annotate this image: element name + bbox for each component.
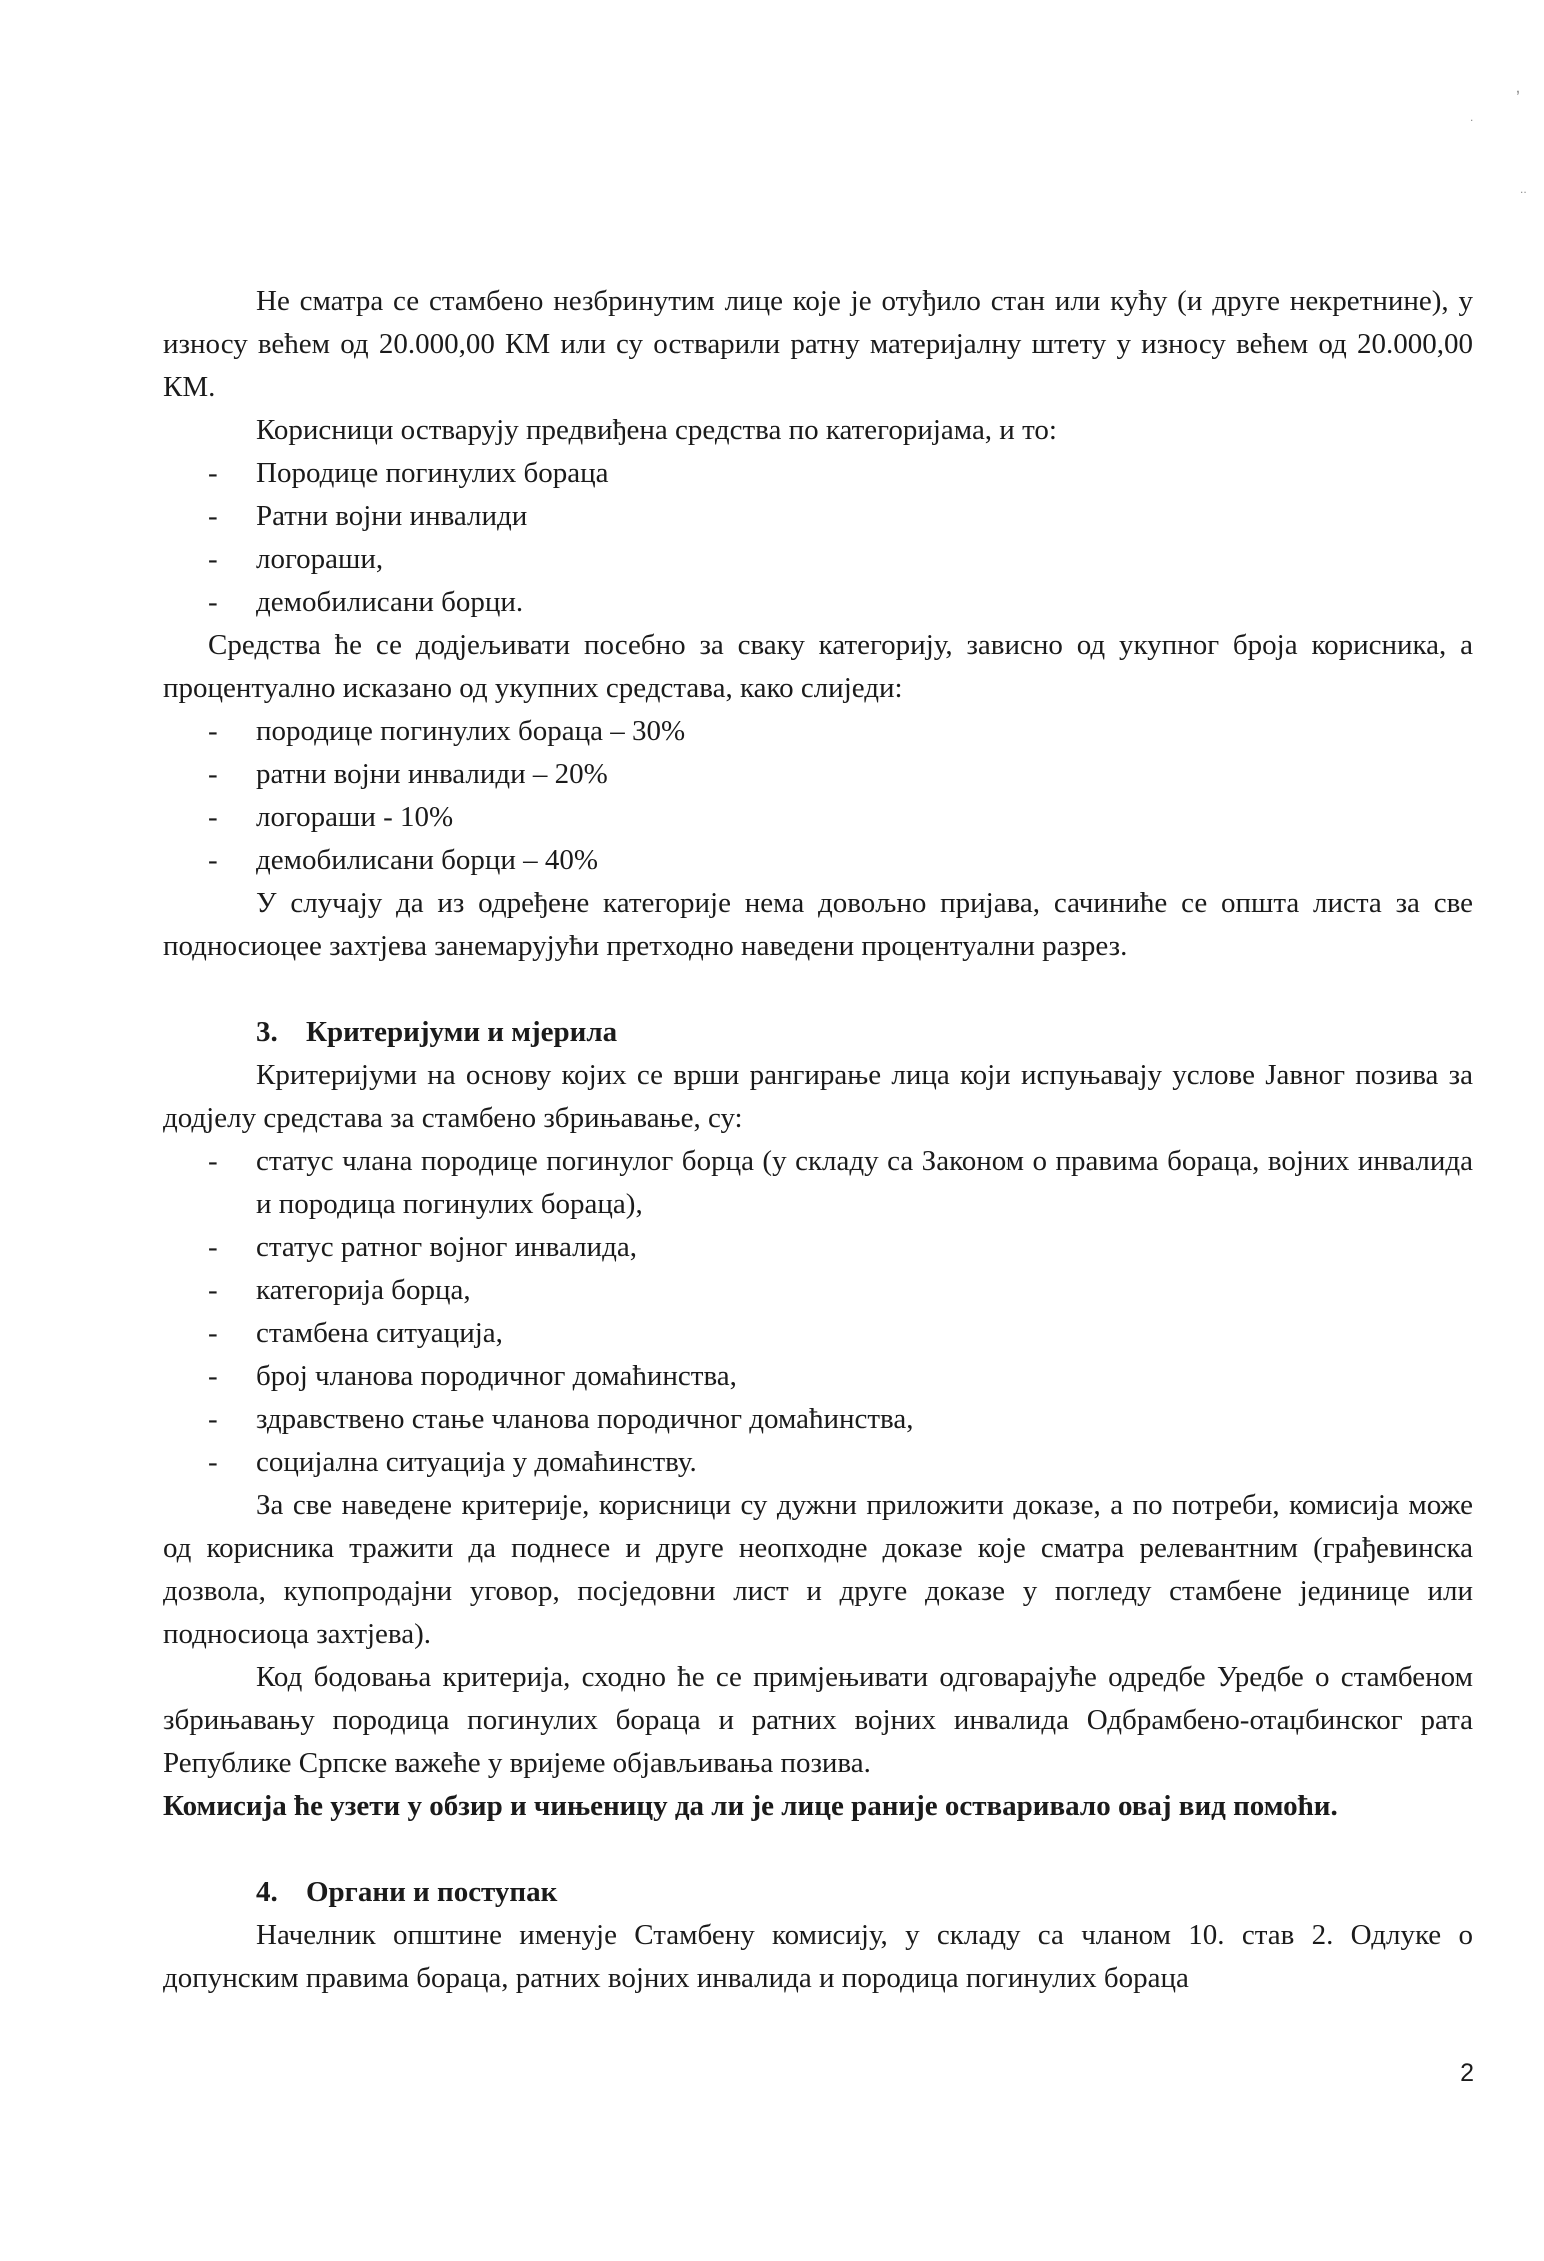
list-item: - статус члана породице погинулог борца (у складу са Законом о правима бораца, војних инвалида и породица погинулих бораца), [163, 1140, 1473, 1226]
criteria-list [163, 1140, 1473, 1484]
paragraph-mayor-appoints: Начелник општине именује Стамбену комисију, у складу са чланом 10. став 2. Одлуке о допунским правима бораца, ратних војних инвалида и породица погинулих бораца [163, 1919, 1473, 1994]
list-item: - категорија борца, [163, 1269, 1473, 1312]
list-item: - број чланова породичног домаћинства, [163, 1355, 1473, 1398]
list-item: - Ратни војни инвалиди [163, 495, 1473, 538]
section-title: Критеријуми и мјерила [306, 1016, 618, 1048]
scan-speck: .. [1520, 182, 1527, 196]
list-item: - стамбена ситуација, [163, 1312, 1473, 1355]
section-gap [163, 968, 1473, 1011]
funds-percentage-list [163, 710, 1473, 882]
list-item: - логораши - 10% [163, 796, 1473, 839]
section-3-heading [163, 1011, 1473, 1054]
section-number: 4. [256, 1876, 278, 1908]
section-gap [163, 1828, 1473, 1871]
paragraph-commission-note: Комисија ће узети у обзир и чињеницу да ли је лице раније остваривало овај вид помоћи. [163, 1790, 1338, 1822]
paragraph-scoring: Код бодовања критерија, сходно ће се примјењивати одговарајуће одредбе Уредбе о стамбеном збрињавању породица погинулих бораца и ратних војних инвалида Одбрамбено-отаџбинског рата Републике Српске важеће у вријеме објављивања позива. [163, 1661, 1473, 1779]
paragraph-beneficiaries-categories: Корисници остварују предвиђена средства по категоријама, и то: [256, 414, 1057, 446]
list-item: - демобилисани борци – 40% [163, 839, 1473, 882]
section-4-heading [163, 1871, 1473, 1914]
paragraph-insufficient-applications: У случају да из одређене категорије нема довољно пријава, сачиниће се општа листа за све подносиоцее захтјева занемарујући претходно наведени процентуални разрез. [163, 887, 1473, 962]
paragraph-evidence: За све наведене критерије, корисници су дужни приложити доказе, а по потреби, комисија може од корисника тражити да поднесе и друге неопходне доказе које сматра релевантним (грађевинска дозвола, купопродајни уговор, посједовни лист и друге доказе у погледу стамбене јединице или подносиоца захтјева). [163, 1489, 1473, 1650]
beneficiary-category-list [163, 452, 1473, 624]
section-title: Органи и поступак [306, 1876, 558, 1908]
list-item: - логораши, [163, 538, 1473, 581]
list-item: - статус ратног војног инвалида, [163, 1226, 1473, 1269]
list-item: - демобилисани борци. [163, 581, 1473, 624]
list-item: - ратни војни инвалиди – 20% [163, 753, 1473, 796]
paragraph-not-housing-unprovided: Не сматра се стамбено незбринутим лице које је отуђило стан или кућу (и друге некретнине), у износу већем од 20.000,00 КМ или су остварили ратну материјалну штету у износу већем од 20.000,00 КМ. [163, 285, 1473, 403]
scan-speck: ʼ [1516, 88, 1520, 108]
scan-speck: . [1470, 110, 1474, 124]
paragraph-funds-allocation: Средства ће се додјељивати посебно за сваку категорију, зависно од укупног броја корисника, а процентуално исказано од укупних средстава, како слиједи: [163, 629, 1473, 704]
page-number: 2 [1460, 2059, 1474, 2087]
list-item: - Породице погинулих бораца [163, 452, 1473, 495]
section-number: 3. [256, 1016, 278, 1048]
list-item: - породице погинулих бораца – 30% [163, 710, 1473, 753]
list-item: - здравствено стање чланова породичног домаћинства, [163, 1398, 1473, 1441]
list-item: - социјална ситуација у домаћинству. [163, 1441, 1473, 1484]
document-body [163, 280, 1473, 2000]
paragraph-criteria-intro: Критеријуми на основу којих се врши рангирање лица који испуњавају услове Јавног позива за додјелу средстава за стамбено збрињавање, су: [163, 1059, 1473, 1134]
